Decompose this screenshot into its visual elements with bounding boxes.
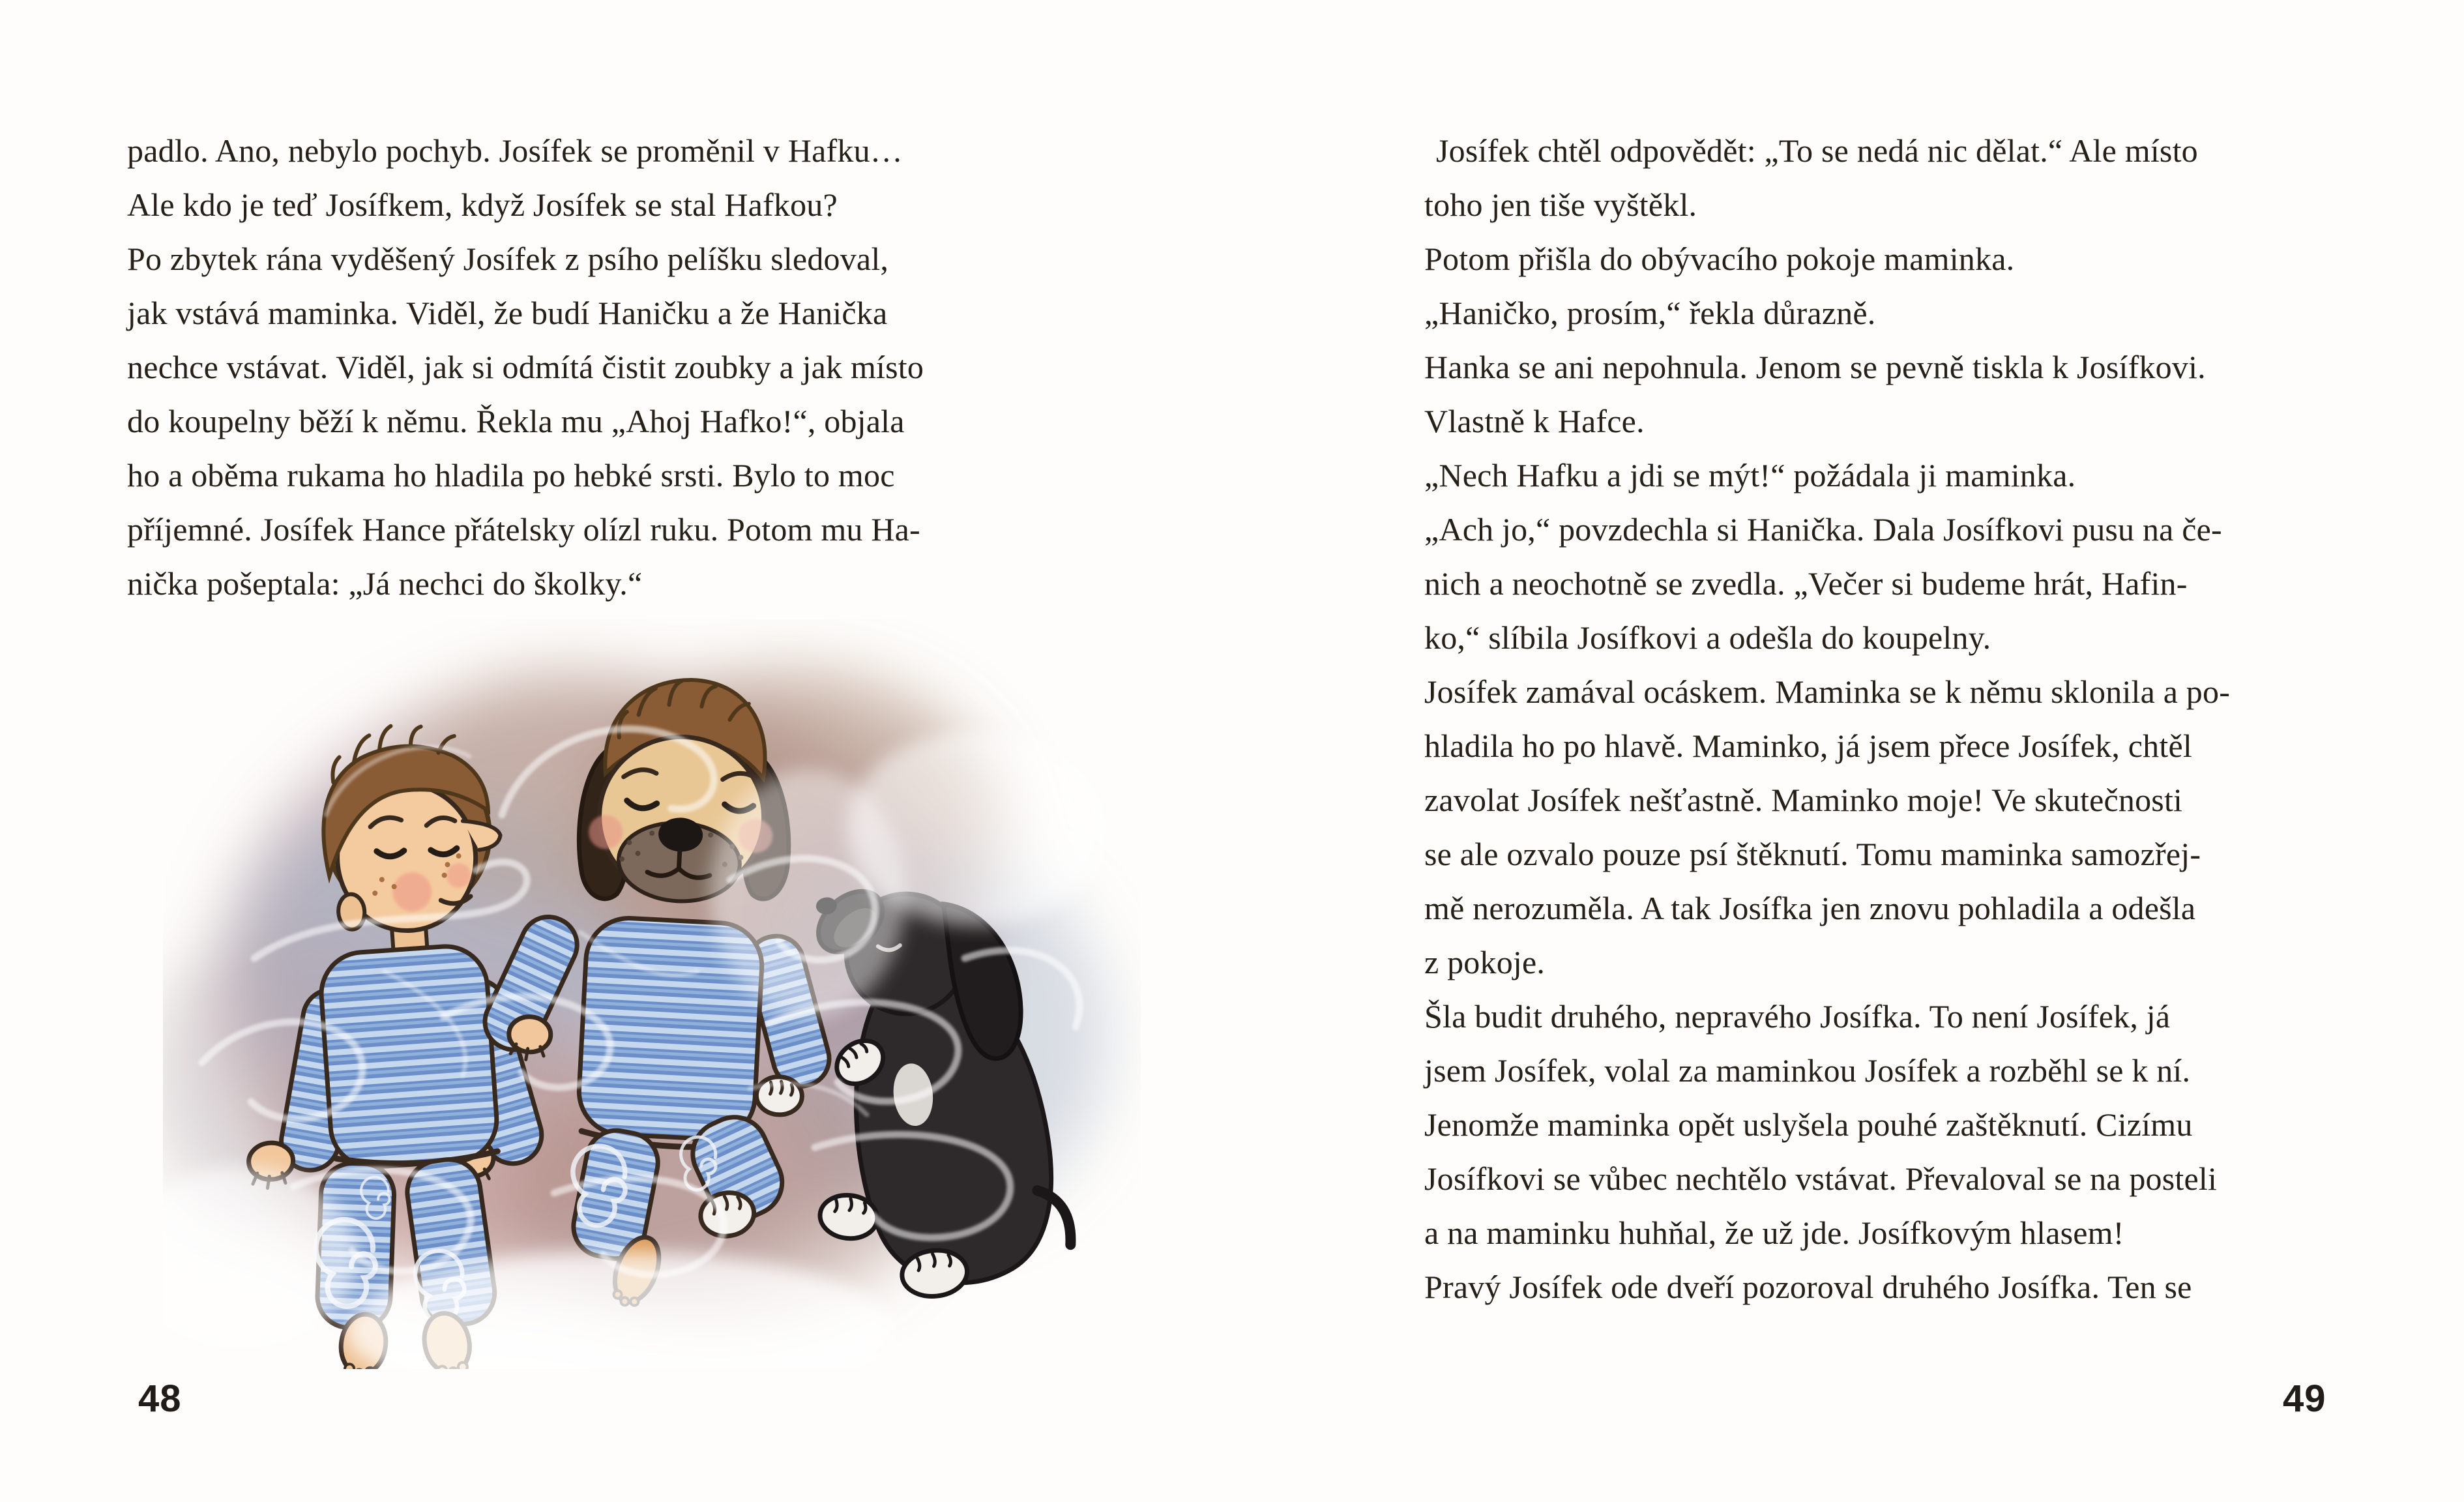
text-line: nička pošeptala: „Já nechci do školky.“: [127, 565, 643, 602]
text-line: Josífkovi se vůbec nechtělo vstávat. Převaloval se na posteli: [1424, 1160, 2218, 1197]
text-line: nechce vstávat. Viděl, jak si odmítá čistit zoubky a jak místo: [127, 349, 924, 385]
text-line: Ale kdo je teď Josífkem, když Josífek se stal Hafkou?: [127, 186, 838, 223]
text-line: Po zbytek rána vyděšený Josífek z psího pelíšku sledoval,: [127, 241, 889, 277]
text-line: mě nerozuměla. A tak Josífka jen znovu pohladila a odešla: [1424, 890, 2196, 926]
text-line: Šla budit druhého, nepravého Josífka. To není Josífek, já: [1424, 998, 2171, 1035]
text-line: toho jen tiše vyštěkl.: [1424, 186, 1697, 223]
text-line: ko,“ slíbila Josífkovi a odešla do koupelny.: [1424, 619, 1991, 656]
text-line: hladila ho po hlavě. Maminko, já jsem přece Josífek, chtěl: [1424, 728, 2192, 764]
illustration-transformation-scene: [163, 619, 1141, 1369]
text-line: „Nech Hafku a jdi se mýt!“ požádala ji maminka.: [1424, 457, 2076, 493]
page-number-left: 48: [138, 1377, 182, 1420]
text-line: Josífek zamával ocáskem. Maminka se k němu sklonila a po-: [1424, 673, 2231, 710]
text-line: nich a neochotně se zvedla. „Večer si budeme hrát, Hafin-: [1424, 565, 2188, 602]
page-49-text: [1424, 124, 2230, 1314]
text-line: zavolat Josífek nešťastně. Maminko moje! Ve skutečnosti: [1424, 782, 2183, 818]
text-line: ho a oběma rukama ho hladila po hebké srsti. Bylo to moc: [127, 457, 895, 493]
page-49: [1232, 0, 2464, 1502]
text-line: z pokoje.: [1424, 944, 1546, 980]
text-line: Potom přišla do obývacího pokoje maminka.: [1424, 241, 2015, 277]
text-line: Jenomže maminka opět uslyšela pouhé zaštěknutí. Cizímu: [1424, 1106, 2193, 1143]
text-line: a na maminku huhňal, že už jde. Josífkovým hlasem!: [1424, 1215, 2124, 1251]
text-line: Josífek chtěl odpovědět: „To se nedá nic dělat.“ Ale místo: [1436, 132, 2198, 169]
text-line: Vlastně k Hafce.: [1424, 403, 1645, 439]
text-line: se ale ozvalo pouze psí štěknutí. Tomu maminka samozřej-: [1424, 836, 2201, 872]
page-48-text: [127, 124, 924, 611]
text-line: jsem Josífek, volal za maminkou Josífek a rozběhl se k ní.: [1424, 1052, 2191, 1089]
text-line: padlo. Ano, nebylo pochyb. Josífek se proměnil v Hafku…: [127, 132, 903, 169]
text-line: Hanka se ani nepohnula. Jenom se pevně tiskla k Josífkovi.: [1424, 349, 2206, 385]
text-line: Pravý Josífek ode dveří pozoroval druhého Josífka. Ten se: [1424, 1269, 2192, 1305]
text-line: jak vstává maminka. Viděl, že budí Haničku a že Hanička: [127, 295, 888, 331]
text-line: příjemné. Josífek Hance přátelsky olízl ruku. Potom mu Ha-: [127, 511, 920, 548]
text-line: „Ach jo,“ povzdechla si Hanička. Dala Josífkovi pusu na če-: [1424, 511, 2222, 548]
page-number-right: 49: [2283, 1377, 2326, 1420]
text-line: „Haničko, prosím,“ řekla důrazně.: [1424, 295, 1876, 331]
text-line: do koupelny běží k němu. Řekla mu „Ahoj Hafko!“, objala: [127, 403, 905, 439]
